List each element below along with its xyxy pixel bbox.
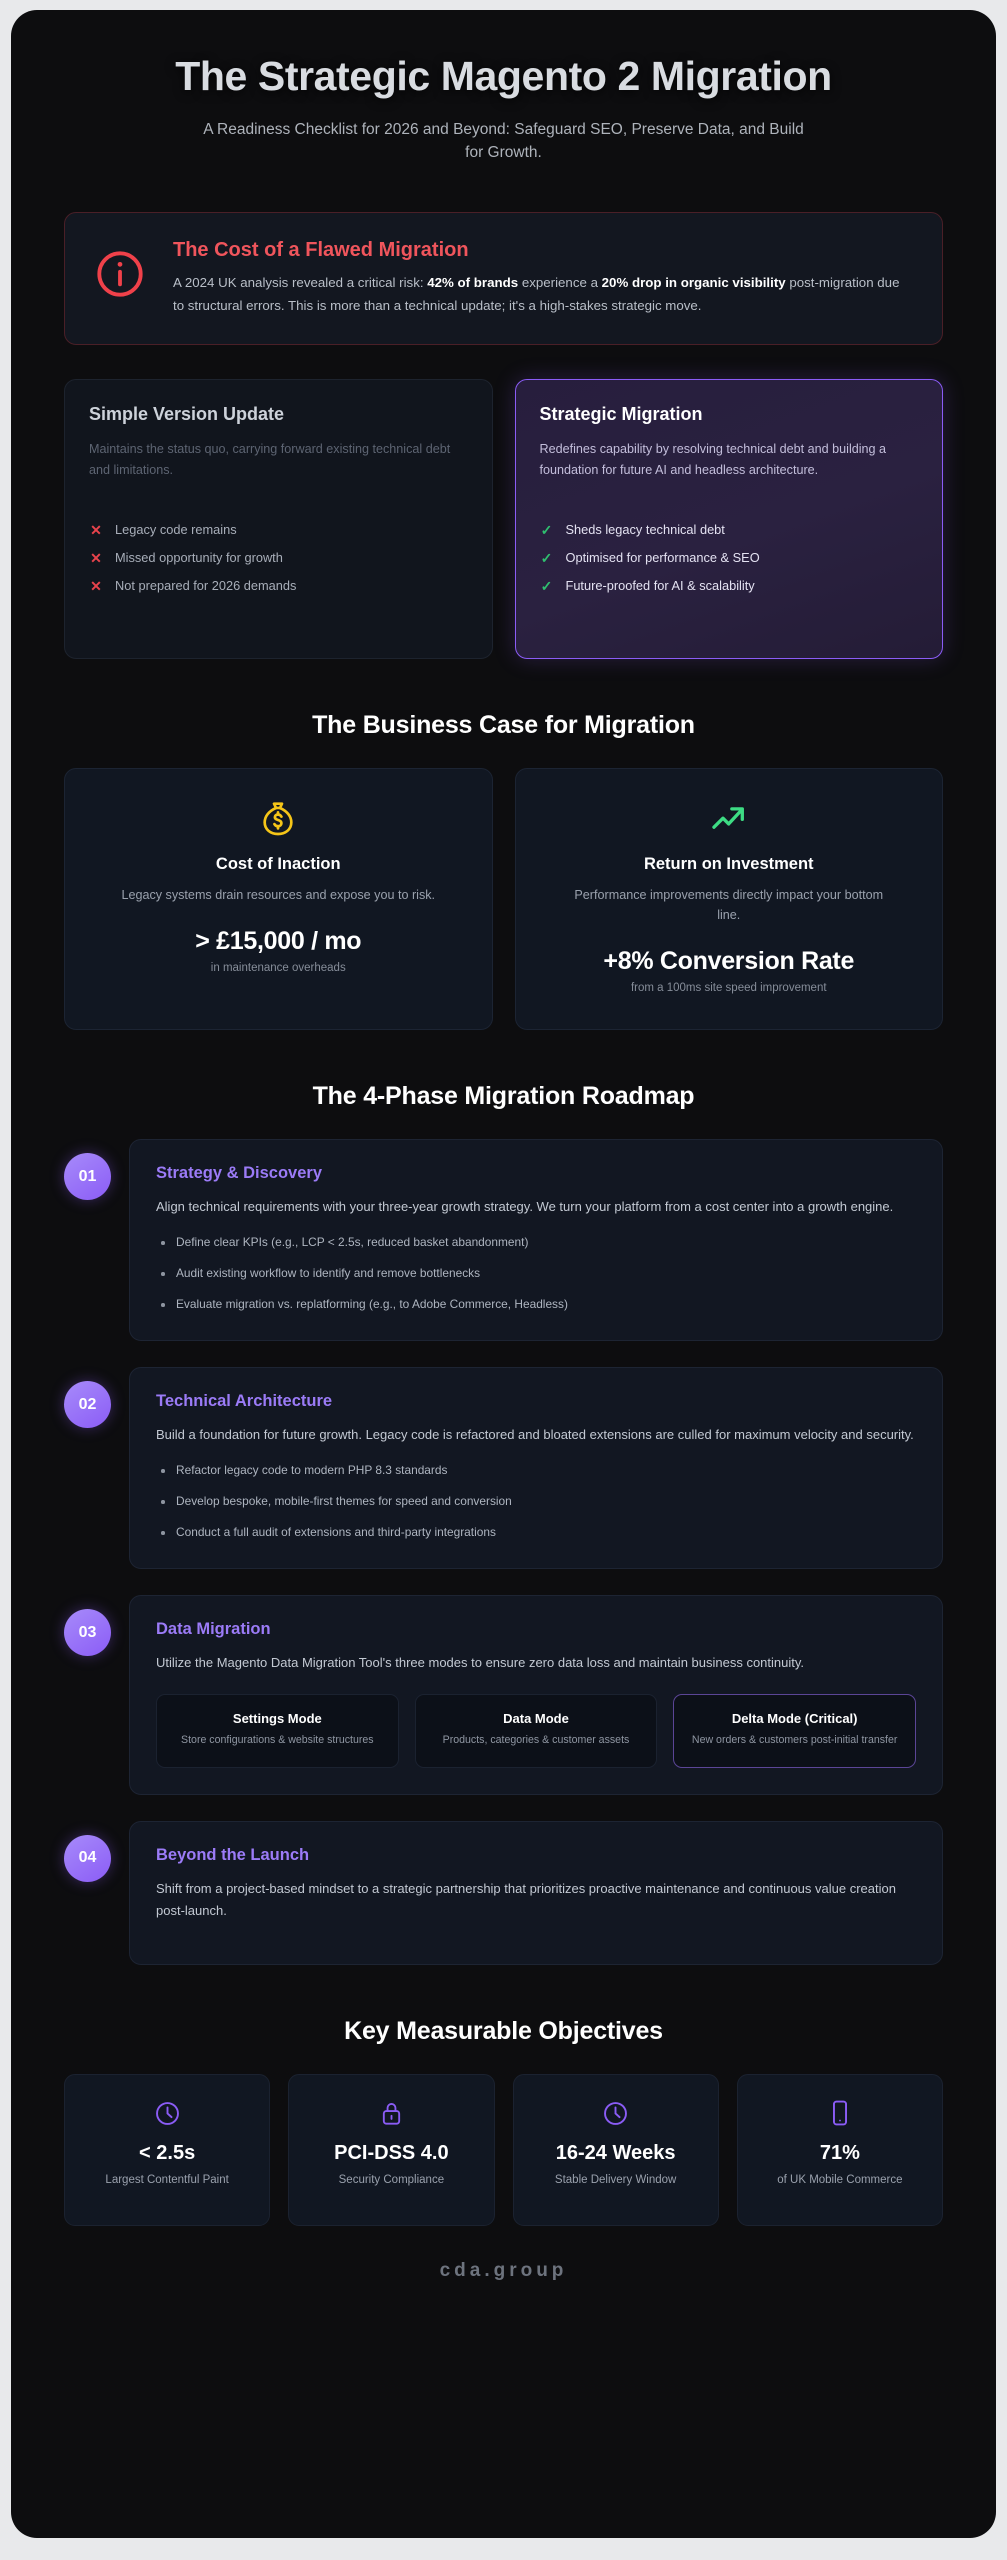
phase-title: Beyond the Launch <box>156 1845 310 1864</box>
check-icon: ✓ <box>540 521 553 538</box>
list-item: Develop bespoke, mobile-first themes for speed and conversion <box>156 1493 916 1511</box>
roadmap-section <box>64 1139 943 1965</box>
hero-section <box>64 32 943 164</box>
phase-3 <box>64 1595 943 1795</box>
mobile-phone-icon <box>750 2097 930 2129</box>
page-title: The Strategic Magento 2 Migration <box>175 53 832 99</box>
phase-card <box>129 1367 943 1569</box>
phase-title: Strategy & Discovery <box>156 1164 322 1183</box>
kpi-value: < 2.5s <box>139 2142 196 2165</box>
list-item-label: Missed opportunity for growth <box>115 550 283 566</box>
benefit-list <box>540 516 919 600</box>
objectives-section <box>64 2074 943 2226</box>
kpi-card-lcp <box>64 2074 270 2226</box>
risk-alert-title: The Cost of a Flawed Migration <box>173 239 469 262</box>
return-on-investment-card <box>515 768 944 1030</box>
stat-title: Cost of Inaction <box>215 855 341 874</box>
stat-note: from a 100ms site speed improvement <box>630 982 827 995</box>
page-subtitle: A Readiness Checklist for 2026 and Beyond: Safeguard SEO, Preserve Data, and Build for Growth. <box>203 120 804 162</box>
phase-bullet-list <box>156 1234 916 1314</box>
list-item-label: Legacy code remains <box>115 522 237 538</box>
list-item: Conduct a full audit of extensions and third-party integrations <box>156 1524 916 1542</box>
cross-icon: ✕ <box>90 577 102 594</box>
kpi-card-pci-dss <box>288 2074 494 2226</box>
list-item-label: Sheds legacy technical debt <box>565 522 725 538</box>
phase-1 <box>64 1139 943 1341</box>
mode-box-data <box>415 1694 658 1767</box>
risk-alert-body <box>173 239 914 318</box>
mode-title: Data Mode <box>503 1711 569 1727</box>
business-case-section <box>64 768 943 1030</box>
kpi-value: PCI-DSS 4.0 <box>334 2142 449 2165</box>
kpi-value: 16-24 Weeks <box>555 2142 676 2165</box>
stat-title: Return on Investment <box>643 855 814 874</box>
phase-card <box>129 1139 943 1341</box>
alert-text-1: A 2024 UK analysis revealed a critical risk: <box>173 275 428 291</box>
phase-description: Build a foundation for future growth. Legacy code is refactored and bloated extensions are culled for maximum velocity and security. <box>156 1427 914 1443</box>
list-item-label: Not prepared for 2026 demands <box>115 578 297 594</box>
stat-description: Performance improvements directly impact your bottom line. <box>574 888 884 923</box>
objectives-heading: Key Measurable Objectives <box>344 2017 663 2046</box>
clock-icon <box>77 2097 257 2129</box>
list-item: Audit existing workflow to identify and remove bottlenecks <box>156 1265 916 1283</box>
phase-bullet-list <box>156 1462 916 1542</box>
cross-icon: ✕ <box>90 521 102 538</box>
check-icon: ✓ <box>540 549 553 566</box>
money-bag-icon <box>89 797 468 841</box>
stat-description: Legacy systems drain resources and expose you to risk. <box>121 888 436 903</box>
migration-modes-group <box>156 1694 916 1767</box>
alert-text-3: post-migration due to structural errors. This is more than a technical update; it's a high-stakes strategic move. <box>173 275 900 314</box>
cross-icon: ✕ <box>90 549 102 566</box>
list-item <box>540 544 919 572</box>
risk-alert-text <box>173 272 914 318</box>
phase-number-badge: 02 <box>64 1381 111 1428</box>
risk-alert-card <box>64 212 943 345</box>
kpi-card-mobile-commerce <box>737 2074 943 2226</box>
kpi-label: Largest Contentful Paint <box>105 2174 229 2187</box>
phase-description: Utilize the Magento Data Migration Tool's three modes to ensure zero data loss and maintain business continuity. <box>156 1655 805 1670</box>
phase-description: Align technical requirements with your three-year growth strategy. We turn your platform from a cost center into a growth engine. <box>156 1199 894 1215</box>
phase-4 <box>64 1821 943 1966</box>
list-item <box>89 516 468 544</box>
phase-card <box>129 1821 943 1966</box>
mode-title: Settings Mode <box>232 1711 322 1727</box>
clock-icon <box>526 2097 706 2129</box>
list-item: Refactor legacy code to modern PHP 8.3 standards <box>156 1462 916 1480</box>
mode-title: Delta Mode (Critical) <box>731 1711 858 1727</box>
infographic-frame <box>11 10 996 2538</box>
stat-value: > £15,000 / mo <box>195 927 362 956</box>
kpi-label: of UK Mobile Commerce <box>777 2174 903 2187</box>
alert-bold-1: 42% of brands <box>427 275 519 291</box>
kpi-label: Stable Delivery Window <box>554 2174 677 2187</box>
list-item-label: Future-proofed for AI & scalability <box>565 578 755 594</box>
list-item: Evaluate migration vs. replatforming (e.g., to Adobe Commerce, Headless) <box>156 1296 916 1314</box>
mode-description: New orders & customers post-initial transfer <box>691 1734 898 1747</box>
phase-title: Technical Architecture <box>156 1392 333 1411</box>
kpi-value: 71% <box>819 2142 860 2165</box>
list-item <box>540 516 919 544</box>
mode-description: Products, categories & customer assets <box>442 1734 630 1747</box>
card-title: Simple Version Update <box>89 404 285 425</box>
comparison-section <box>64 379 943 659</box>
phase-2 <box>64 1367 943 1569</box>
roadmap-heading: The 4-Phase Migration Roadmap <box>312 1082 695 1111</box>
check-icon: ✓ <box>540 577 553 594</box>
stat-value: +8% Conversion Rate <box>603 947 855 976</box>
alert-bold-2: 20% drop in organic visibility <box>601 275 786 291</box>
trending-up-icon <box>540 797 919 841</box>
strategic-migration-card <box>515 379 944 659</box>
mode-box-delta <box>673 1694 916 1767</box>
simple-version-update-card <box>64 379 493 659</box>
stat-note: in maintenance overheads <box>210 962 346 975</box>
kpi-card-delivery-window <box>513 2074 719 2226</box>
card-description: Redefines capability by resolving technical debt and building a foundation for future AI and headless architecture. <box>539 442 887 477</box>
list-item <box>540 572 919 600</box>
info-circle-icon <box>93 239 147 306</box>
phase-title: Data Migration <box>156 1620 271 1638</box>
phase-card <box>129 1595 943 1795</box>
card-description: Maintains the status quo, carrying forward existing technical debt and limitations. <box>89 442 451 477</box>
lock-icon <box>301 2097 481 2129</box>
phase-number-badge: 01 <box>64 1153 111 1200</box>
list-item <box>89 544 468 572</box>
card-title: Strategic Migration <box>539 404 703 425</box>
list-item-label: Optimised for performance & SEO <box>565 550 760 566</box>
footer-brand-watermark: cda.group <box>439 2260 568 2282</box>
kpi-label: Security Compliance <box>338 2174 445 2187</box>
phase-number-badge: 03 <box>64 1609 111 1656</box>
phase-description: Shift from a project-based mindset to a strategic partnership that prioritizes proactive maintenance and continuous value creation post-launch. <box>156 1880 896 1919</box>
mode-description: Store configurations & website structures <box>181 1734 374 1747</box>
cost-of-inaction-card <box>64 768 493 1030</box>
list-item <box>89 572 468 600</box>
mode-box-settings <box>156 1694 399 1767</box>
drawback-list <box>89 516 468 600</box>
list-item: Define clear KPIs (e.g., LCP < 2.5s, reduced basket abandonment) <box>156 1234 916 1252</box>
phase-number-badge: 04 <box>64 1835 111 1882</box>
business-case-heading: The Business Case for Migration <box>312 711 695 740</box>
alert-text-2: experience a <box>518 275 602 291</box>
